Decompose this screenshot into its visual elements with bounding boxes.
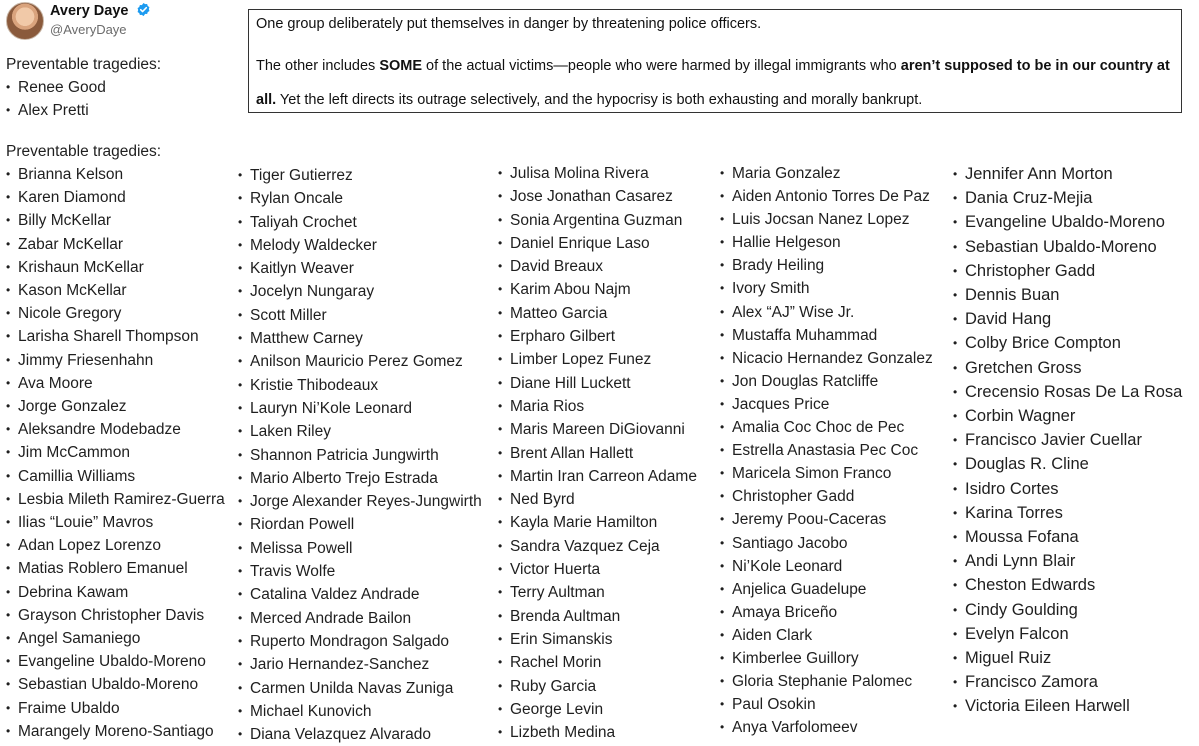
list-item: • Anilson Mauricio Perez Gomez (238, 350, 482, 373)
list-item: • Melissa Powell (238, 537, 482, 560)
author-handle[interactable]: @AveryDaye (50, 22, 127, 37)
list-item: • Riordan Powell (238, 513, 482, 536)
list-item: • Brianna Kelson (6, 163, 225, 186)
list-item: • Francisco Javier Cuellar (953, 428, 1182, 452)
list-item: • Travis Wolfe (238, 560, 482, 583)
list-item: • Renee Good (6, 76, 161, 99)
list-item: • Carmen Unilda Navas Zuniga (238, 677, 482, 700)
list-item: • Christopher Gadd (720, 485, 933, 508)
list-item: • Hallie Helgeson (720, 231, 933, 254)
list-item: • Debrina Kawam (6, 581, 225, 604)
list-item: • Corbin Wagner (953, 404, 1182, 428)
list-item: • Amaya Briceño (720, 601, 933, 624)
list-item: • Alex Pretti (6, 99, 161, 122)
list-item: • Santiago Jacobo (720, 532, 933, 555)
list-item: • Taliyah Crochet (238, 211, 482, 234)
list-item: • Adan Lopez Lorenzo (6, 534, 225, 557)
list-item: • Billy McKellar (6, 209, 225, 232)
list-item: • Marangely Moreno-Santiago (6, 720, 225, 743)
list-item: • Ivory Smith (720, 277, 933, 300)
avatar[interactable] (6, 2, 44, 40)
list-label: Preventable tragedies: (6, 143, 162, 160)
list-item: • Aiden Antonio Torres De Paz (720, 185, 933, 208)
names-column-1 (6, 163, 225, 743)
list-item: • Jon Douglas Ratcliffe (720, 370, 933, 393)
list-item: • Maria Gonzalez (720, 162, 933, 185)
list-item: • Mario Alberto Trejo Estrada (238, 467, 482, 490)
list-item: • Paul Osokin (720, 693, 933, 716)
quote-text: The other includes (256, 58, 380, 74)
names-column-5 (953, 162, 1182, 719)
list-item: • Estrella Anastasia Pec Coc (720, 439, 933, 462)
author-name[interactable]: Avery Daye (50, 3, 129, 19)
list-item: • Martin Iran Carreon Adame (498, 465, 697, 488)
list-item: • Sebastian Ubaldo-Moreno (953, 235, 1182, 259)
list-item: • Camillia Williams (6, 465, 225, 488)
list-item: • Victor Huerta (498, 558, 697, 581)
list-item: • Brent Allan Hallett (498, 442, 697, 465)
list-item: • Aleksandre Modebadze (6, 418, 225, 441)
list-item: • Kayla Marie Hamilton (498, 511, 697, 534)
list-item: • Luis Jocsan Nanez Lopez (720, 208, 933, 231)
list-item: • David Breaux (498, 255, 697, 278)
list-item: • Jario Hernandez-Sanchez (238, 653, 482, 676)
list-item: • Gretchen Gross (953, 356, 1182, 380)
list-item: • Kason McKellar (6, 279, 225, 302)
list-item: • Colby Brice Compton (953, 331, 1182, 355)
list-item: • Scott Miller (238, 304, 482, 327)
list-item: • Melody Waldecker (238, 234, 482, 257)
list-item: • Cindy Goulding (953, 598, 1182, 622)
list-item: • Shannon Patricia Jungwirth (238, 444, 482, 467)
list-item: • Douglas R. Cline (953, 452, 1182, 476)
list-item: • Ava Moore (6, 372, 225, 395)
list-item: • Brenda Aultman (498, 605, 697, 628)
list-item: • Karina Torres (953, 501, 1182, 525)
list-item: • Ilias “Louie” Mavros (6, 511, 225, 534)
list-item: • Nicole Gregory (6, 302, 225, 325)
list-item: • Maria Rios (498, 395, 697, 418)
list-item: • Evangeline Ubaldo-Moreno (6, 650, 225, 673)
list-item: • Jeremy Poou-Caceras (720, 508, 933, 531)
list-item: • Kaitlyn Weaver (238, 257, 482, 280)
list-item: • Jim McCammon (6, 441, 225, 464)
list-item: • Rachel Morin (498, 651, 697, 674)
list-item: • Jennifer Ann Morton (953, 162, 1182, 186)
list-item: • Lizbeth Medina (498, 721, 697, 744)
names-column-4 (720, 162, 933, 739)
author-header (50, 2, 151, 37)
list-item: • Ruby Garcia (498, 675, 697, 698)
quote-emphasis: aren’t supposed to be in our country at all. (256, 58, 1170, 108)
list-item: • Aiden Clark (720, 624, 933, 647)
list-item: • Gloria Stephanie Palomec (720, 670, 933, 693)
intro-label: Preventable tragedies: (6, 56, 162, 73)
list-item: • Limber Lopez Funez (498, 348, 697, 371)
list-item: • Dennis Buan (953, 283, 1182, 307)
list-item: • Evangeline Ubaldo-Moreno (953, 210, 1182, 234)
list-item: • Jocelyn Nungaray (238, 280, 482, 303)
list-item: • Diana Velazquez Alvarado (238, 723, 482, 746)
list-item: • Ni’Kole Leonard (720, 555, 933, 578)
list-item: • Mustaffa Muhammad (720, 324, 933, 347)
list-item: • Sebastian Ubaldo-Moreno (6, 673, 225, 696)
list-item: • Isidro Cortes (953, 477, 1182, 501)
names-column-2 (238, 164, 482, 746)
list-item: • Rylan Oncale (238, 187, 482, 210)
list-item: • Laken Riley (238, 420, 482, 443)
list-item: • Andi Lynn Blair (953, 549, 1182, 573)
list-item: • Jimmy Friesenhahn (6, 349, 225, 372)
list-item: • Brady Heiling (720, 254, 933, 277)
list-item: • Karen Diamond (6, 186, 225, 209)
list-item: • Anjelica Guadelupe (720, 578, 933, 601)
list-item: • Fraime Ubaldo (6, 697, 225, 720)
list-item: • Sandra Vazquez Ceja (498, 535, 697, 558)
list-item: • David Hang (953, 307, 1182, 331)
list-item: • Maris Mareen DiGiovanni (498, 418, 697, 441)
list-item: • Amalia Coc Choc de Pec (720, 416, 933, 439)
list-item: • Karim Abou Najm (498, 278, 697, 301)
list-item: • Maricela Simon Franco (720, 462, 933, 485)
list-item: • Francisco Zamora (953, 670, 1182, 694)
list-item: • Matteo Garcia (498, 302, 697, 325)
quote-text: Yet the left directs its outrage selectively, and the hypocrisy is both exhausting and morally bankrupt. (276, 92, 923, 108)
list-item: • Tiger Gutierrez (238, 164, 482, 187)
list-item: • Julisa Molina Rivera (498, 162, 697, 185)
list-item: • Michael Kunovich (238, 700, 482, 723)
list-item: • Larisha Sharell Thompson (6, 325, 225, 348)
list-item: • Erpharo Gilbert (498, 325, 697, 348)
intro-block (6, 54, 161, 122)
list-item: • Jose Jonathan Casarez (498, 185, 697, 208)
list-item: • Merced Andrade Bailon (238, 607, 482, 630)
list-item: • Sonia Argentina Guzman (498, 209, 697, 232)
quote-paragraph-1: One group deliberately put themselves in danger by threatening police officers. (256, 16, 762, 32)
list-item: • Lauryn Ni’Kole Leonard (238, 397, 482, 420)
list-item: • Cheston Edwards (953, 573, 1182, 597)
list-item: • Ruperto Mondragon Salgado (238, 630, 482, 653)
list-item: • Victoria Eileen Harwell (953, 694, 1182, 718)
list-item: • Miguel Ruiz (953, 646, 1182, 670)
list-item: • Dania Cruz-Mejia (953, 186, 1182, 210)
list-item: • Krishaun McKellar (6, 256, 225, 279)
list-item: • Grayson Christopher Davis (6, 604, 225, 627)
list-item: • Evelyn Falcon (953, 622, 1182, 646)
list-item: • Terry Aultman (498, 581, 697, 604)
quote-box (248, 9, 1182, 113)
list-item: • Nicacio Hernandez Gonzalez (720, 347, 933, 370)
list-item: • Lesbia Mileth Ramirez-Guerra (6, 488, 225, 511)
list-item: • Jacques Price (720, 393, 933, 416)
list-item: • Daniel Enrique Laso (498, 232, 697, 255)
list-item: • Kimberlee Guillory (720, 647, 933, 670)
verified-badge-icon (136, 2, 151, 17)
list-item: • Diane Hill Luckett (498, 372, 697, 395)
list-item: • George Levin (498, 698, 697, 721)
list-item: • Jorge Alexander Reyes-Jungwirth (238, 490, 482, 513)
list-item: • Kristie Thibodeaux (238, 374, 482, 397)
list-item: • Matias Roblero Emanuel (6, 557, 225, 580)
quote-paragraph-2 (256, 49, 1174, 117)
list-item: • Crecensio Rosas De La Rosa (953, 380, 1182, 404)
list-item: • Ned Byrd (498, 488, 697, 511)
quote-text: of the actual victims—people who were harmed by illegal immigrants who (422, 58, 901, 74)
list-item: • Anya Varfolomeev (720, 716, 933, 739)
list-item: • Catalina Valdez Andrade (238, 583, 482, 606)
quote-emphasis: SOME (379, 58, 423, 74)
list-item: • Christopher Gadd (953, 259, 1182, 283)
names-column-3 (498, 162, 697, 744)
list-item: • Jorge Gonzalez (6, 395, 225, 418)
list-item: • Erin Simanskis (498, 628, 697, 651)
list-item: • Alex “AJ” Wise Jr. (720, 301, 933, 324)
list-item: • Moussa Fofana (953, 525, 1182, 549)
intro-list (6, 76, 161, 122)
list-item: • Zabar McKellar (6, 233, 225, 256)
list-item: • Matthew Carney (238, 327, 482, 350)
list-item: • Angel Samaniego (6, 627, 225, 650)
